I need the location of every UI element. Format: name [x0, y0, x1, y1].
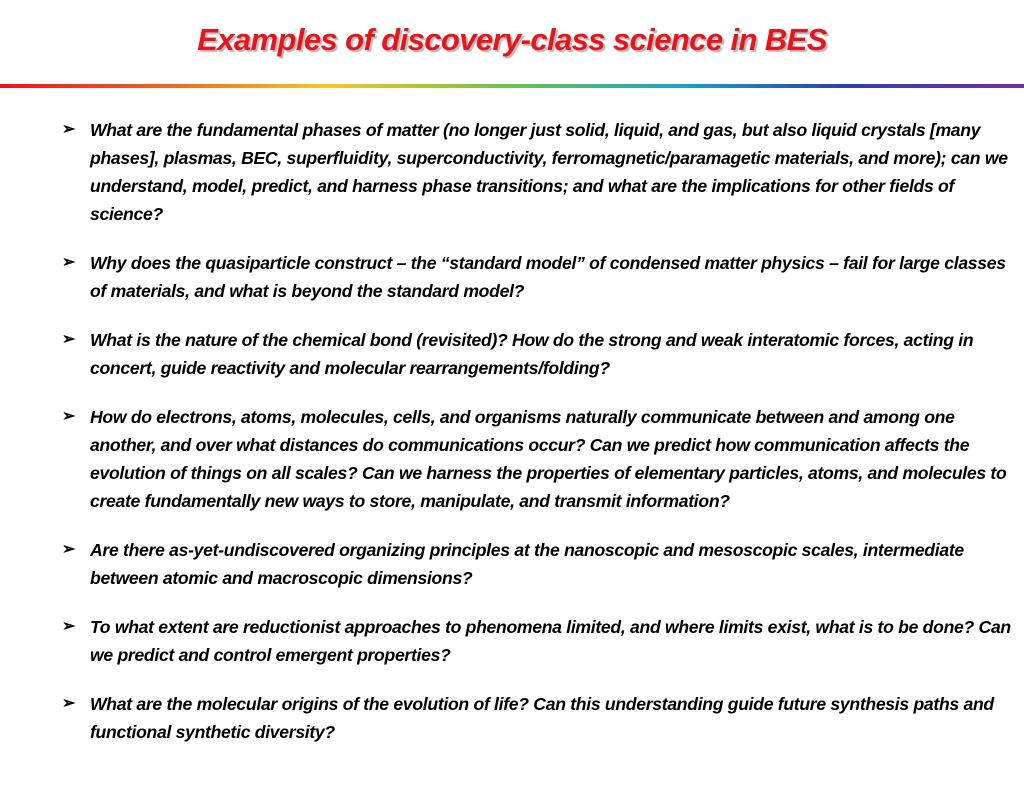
- arrow-bullet-icon: ➢: [62, 254, 76, 271]
- list-item: [62, 536, 1012, 592]
- list-item: [62, 249, 1012, 305]
- list-item: [62, 613, 1012, 669]
- item-text: How do electrons, atoms, molecules, cells, and organisms naturally communicate between and among one another, and over what distances do communications occur? Can we predict how communication affects the evolution of things on all scales? Can we harness the properties of elementary particles, atoms, and molecules to create fundamentally new ways to store, manipulate, and transmit information?: [90, 407, 1007, 511]
- rainbow-divider: [0, 84, 1024, 88]
- arrow-bullet-icon: ➢: [62, 408, 76, 425]
- item-text: What are the molecular origins of the evolution of life? Can this understanding guide future synthesis paths and functional synthetic diversity?: [90, 694, 994, 742]
- arrow-bullet-icon: ➢: [62, 695, 76, 712]
- bullet-list: [62, 116, 1012, 767]
- item-text: What is the nature of the chemical bond (revisited)? How do the strong and weak interatomic forces, acting in concert, guide reactivity and molecular rearrangements/folding?: [90, 330, 974, 378]
- list-item: [62, 326, 1012, 382]
- item-text: Are there as-yet-undiscovered organizing principles at the nanoscopic and mesoscopic scales, intermediate between atomic and macroscopic dimensions?: [90, 540, 964, 588]
- list-item: [62, 690, 1012, 746]
- item-text: Why does the quasiparticle construct – the “standard model” of condensed matter physics – fail for large classes of materials, and what is beyond the standard model?: [90, 253, 1006, 301]
- slide-title: Examples of discovery-class science in BES: [197, 22, 827, 57]
- arrow-bullet-icon: ➢: [62, 541, 76, 558]
- arrow-bullet-icon: ➢: [62, 121, 76, 138]
- list-item: [62, 403, 1012, 515]
- arrow-bullet-icon: ➢: [62, 331, 76, 348]
- item-text: To what extent are reductionist approaches to phenomena limited, and where limits exist, what is to be done? Can we predict and control emergent properties?: [90, 617, 1011, 665]
- arrow-bullet-icon: ➢: [62, 618, 76, 635]
- item-text: What are the fundamental phases of matter (no longer just solid, liquid, and gas, but also liquid crystals [many phases], plasmas, BEC, superfluidity, superconductivity, ferromagnetic/paramagetic materials, and more); can we understand, model, predict, and harness phase transitions; and what are the implications for other fields of science?: [90, 120, 1008, 224]
- list-item: [62, 116, 1012, 228]
